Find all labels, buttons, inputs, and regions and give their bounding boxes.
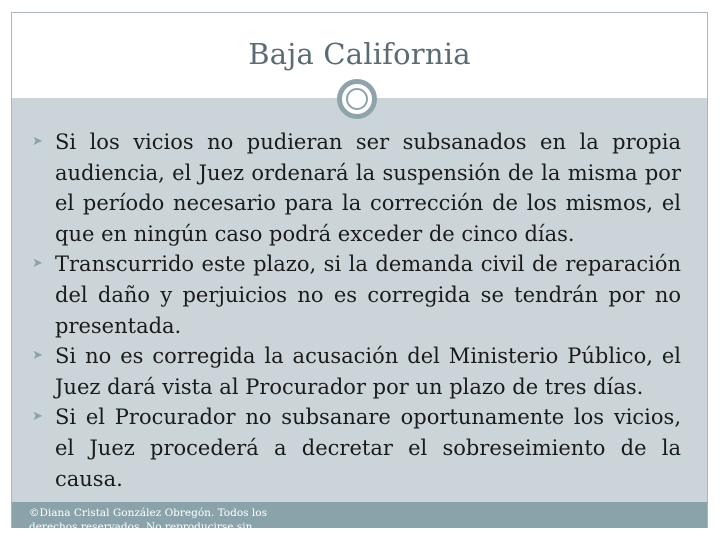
arrow-bullet-icon: ➤ bbox=[32, 348, 43, 364]
bullet-text: Si los vicios no pudieran ser subsanados en la propia audiencia, el Juez ordenará la suspensión de la misma por el período necesario para la corrección de los mismos, el que en ningún caso podrá exceder de cinco días. bbox=[55, 130, 681, 246]
arrow-bullet-icon: ➤ bbox=[32, 134, 43, 149]
arrow-bullet-icon: ➤ bbox=[32, 256, 43, 272]
bullet-item bbox=[32, 249, 681, 341]
bullet-item bbox=[32, 127, 681, 249]
bullet-text: Transcurrido este plazo, si la demanda civil de reparación del daño y perjuicios no es corregida se tendrán por no presentada. bbox=[55, 252, 681, 338]
slide-title: Baja California bbox=[248, 37, 471, 71]
circle-ornament-inner bbox=[346, 88, 368, 110]
footer-bar bbox=[12, 502, 707, 547]
bullet-text: Si no es corregida la acusación del Ministerio Público, el Juez dará vista al Procurador por un plazo de tres días. bbox=[55, 344, 681, 399]
circle-ornament-icon bbox=[337, 79, 377, 119]
bullet-text: Si el Procurador no subsanare oportunamente los vicios, el Juez procederá a decretar el sobreseimiento de la causa. bbox=[55, 405, 681, 491]
bullet-list bbox=[32, 127, 681, 494]
footer-copyright: ©Diana Cristal González Obregón. Todos los derechos reservados. No reproducirse sin permiso. bbox=[29, 507, 267, 547]
arrow-bullet-icon: ➤ bbox=[32, 409, 43, 425]
bullet-item bbox=[32, 402, 681, 494]
bullet-item bbox=[32, 341, 681, 402]
